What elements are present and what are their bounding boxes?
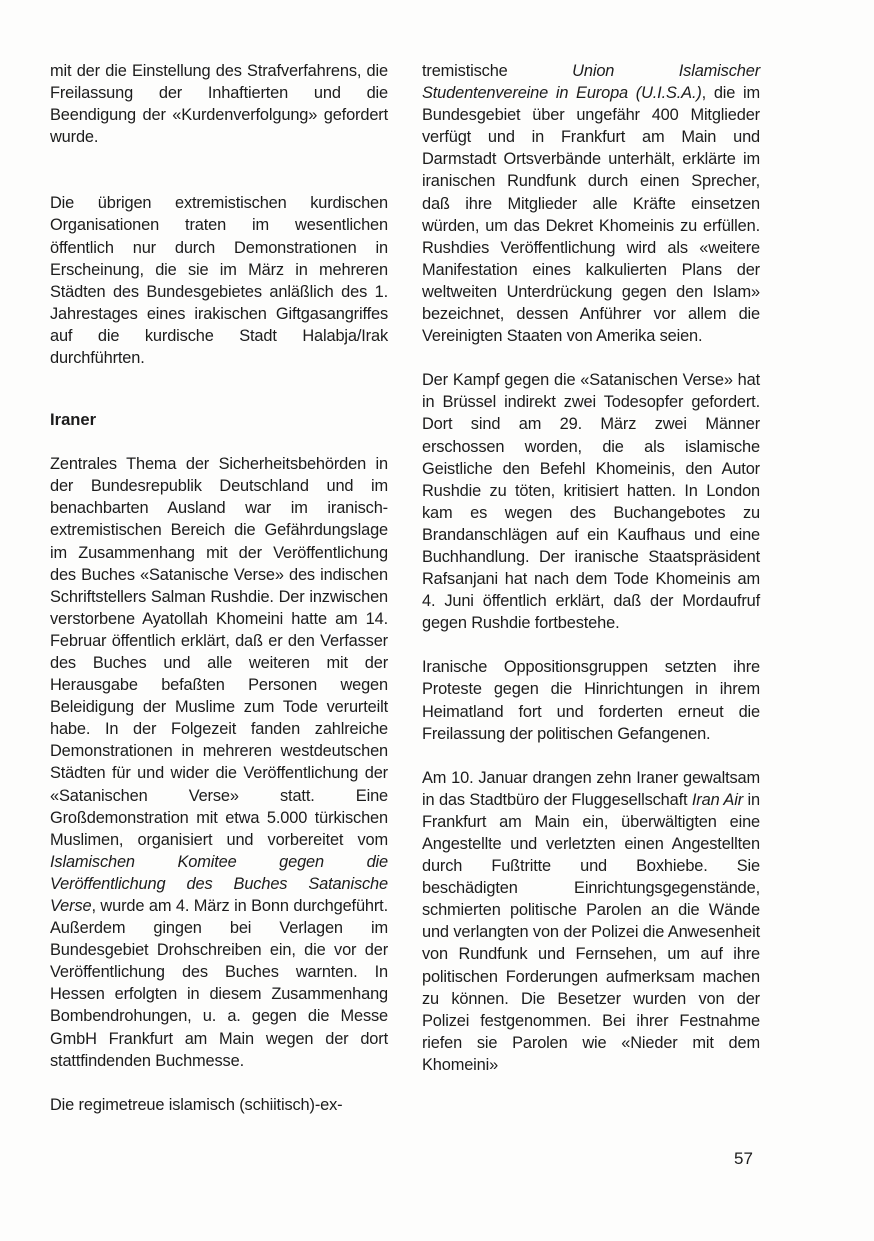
paragraph-uisa xyxy=(422,60,760,347)
section-heading-iraner: Iraner xyxy=(50,410,97,430)
paragraph-iran-air xyxy=(422,767,760,1076)
paragraph-opposition: Iranische Oppositionsgruppen setzten ihre Proteste gegen die Hinrichtungen in ihrem Heimatland fort und forderten erneut die Freilassung der politischen Gefangenen. xyxy=(422,658,760,743)
paragraph-text: , wurde am 4. März in Bonn durchgeführt. Außerdem gingen bei Verlagen im Bundesgebiet Drohschreiben ein, die vor der Veröffentlichung des Buches warnten. In Hessen erfolgten in diesem Zusammenhang Bombendrohungen, u. a. gegen die Messe GmbH Frankfurt am Main wegen der dort stattfindenden Buchmesse. xyxy=(50,897,388,1070)
paragraph-satanic-verses xyxy=(50,453,388,1072)
paragraph-text: Am 10. Januar drangen zehn Iraner gewaltsam in das Stadtbüro der Fluggesellschaft xyxy=(422,768,760,809)
paragraph-text: in Frankfurt am Main ein, überwältigten eine Angestellte und verletzten einen Angestellten durch Fußtritte und Boxhiebe. Sie beschädigten Einrichtungsgegenstände, schmierten politische Parolen an die Wände und verlangten von der Polizei die Anwesenheit von Rundfunk und Fernsehen, um auf ihre politischen Forderungen aufmerksam machen zu können. Die Besetzer wurden von der Polizei festgenommen. Bei ihrer Festnahme riefen sie Parolen wie «Nieder mit dem Khomeini» xyxy=(422,790,760,1074)
paragraph-text: Zentrales Thema der Sicherheitsbehörden in der Bundesrepublik Deutschland und im benachbarten Ausland war im iranisch-extremistischen Bereich die Gefährdungslage im Zusammenhang mit der Veröffentlichung des Buches «Satanische Verse» des indischen Schriftstellers Salman Rushdie. Der inzwischen verstorbene Ayatollah Khomeini hatte am 14. Februar öffentlich erklärt, daß er den Verfasser des Buches und alle weiteren mit der Herausgabe befaßten Personen wegen Beleidigung der Muslime zum Tode verurteilt habe. In der Folgezeit fanden zahlreiche Demonstrationen in mehreren westdeutschen Städten für und wider die Veröffentlichung der «Satanischen Verse» statt. Eine Großdemonstration mit etwa 5.000 türkischen Muslimen, organisiert und vorbereitet vom xyxy=(50,455,388,849)
paragraph-text: , die im Bundesgebiet über ungefähr 400 Mitglieder verfügt und in Frankfurt am Main und Darmstadt Ortsverbände unterhält, erklärte im iranischen Rundfunk durch einen Sprecher, daß ihre Mitglieder alle Kräfte einsetzen würden, um das Dekret Khomeinis zu erfüllen. Rushdies Veröffentlichung wird als «weitere Manifestation eines kalkulierten Plans der weltweiten Unterdrückung gegen den Islam» bezeichnet, dessen Anführer vor allem die Vereinigten Staaten von Amerika seien. xyxy=(422,84,760,346)
paragraph-kurdish-demands: mit der die Einstellung des Strafverfahrens, die Freilassung der Inhaftierten und die Beendigung der «Kurdenverfolgung» gefordert wurde. xyxy=(50,62,388,147)
organisation-name: Islamischen Komitee gegen die Veröffentlichung des Buches Satanische Verse xyxy=(50,852,388,915)
paragraph-regime-loyal: Die regimetreue islamisch (schiitisch)-ex- xyxy=(50,1095,343,1114)
right-column xyxy=(422,60,760,1076)
paragraph-text: tremistische xyxy=(422,62,573,80)
airline-name: Iran Air xyxy=(691,790,744,809)
page-number: 57 xyxy=(734,1149,753,1168)
paragraph-kurdish-organisations: Die übrigen extremistischen kurdischen Organisationen traten im wesentlichen öffentlich nur durch Demonstrationen in Erscheinung, die sie im März in mehreren Städten des Bundesgebietes anläßlich des 1. Jahrestages eines irakischen Giftgasangriffes auf die kurdische Stadt Halabja/Irak durchführten. xyxy=(50,194,388,368)
organisation-name: Union Islamischer Studentenvereine in Europa (U.I.S.A.) xyxy=(422,62,760,103)
paragraph-brussels: Der Kampf gegen die «Satanischen Verse» hat in Brüssel indirekt zwei Todesopfer gefordert. Dort sind am 29. März zwei Männer erschossen worden, die als islamische Geistliche den Befehl Khomeinis, den Autor Rushdie zu töten, kritisiert hatten. In London kam es wegen des Buchangebotes zu Brandanschlägen auf ein Kaufhaus und eine Buchhandlung. Der iranische Staatspräsident Rafsanjani hat nach dem Tode Khomeinis am 4. Juni öffentlich erklärt, daß der Mordaufruf gegen Rushdie fortbestehe. xyxy=(422,371,760,633)
left-column xyxy=(50,60,388,1116)
